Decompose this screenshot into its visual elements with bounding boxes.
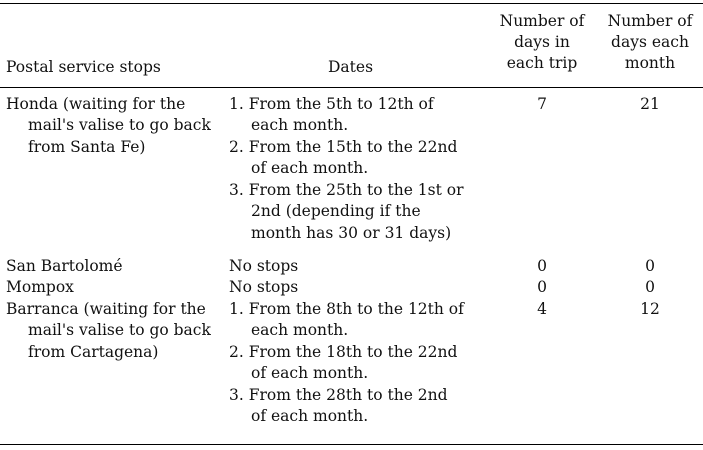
stop-mompox: Mompox: [6, 278, 74, 296]
date-line: 1. From the 5th to 12th of: [229, 95, 434, 113]
dates-honda-1: [229, 94, 434, 137]
stop-san-bartolome: San Bartolomé: [6, 257, 123, 275]
dates-barranca-1: [229, 299, 464, 342]
date-line: of each month.: [251, 159, 369, 178]
header-dates: Dates: [328, 58, 374, 76]
stop-honda-line: from Santa Fe): [28, 137, 146, 156]
date-line: 2. From the 18th to the 22nd: [229, 343, 458, 361]
date-line: 3. From the 28th to the 2nd: [229, 386, 448, 404]
date-line: month has 30 or 31 days): [251, 223, 452, 242]
stop-honda: [6, 94, 211, 158]
date-line: each month.: [251, 116, 349, 135]
dates-mompox: No stops: [229, 278, 299, 296]
bottom-rule: [0, 444, 703, 445]
date-line: 2nd (depending if the: [251, 202, 421, 221]
date-line: each month.: [251, 321, 349, 340]
days-month-san-bartolome: 0: [645, 257, 655, 275]
dates-honda-3: [229, 180, 464, 244]
days-trip-mompox: 0: [537, 278, 547, 296]
header-days-each-month-line3: month: [624, 54, 676, 72]
date-line: 1. From the 8th to the 12th of: [229, 300, 464, 318]
stop-barranca-line: mail's valise to go back: [28, 321, 211, 340]
header-days-in-each-trip-line2: days in: [514, 33, 570, 51]
days-trip-honda: 7: [537, 95, 547, 113]
header-days-each-month-line2: days each: [611, 33, 689, 51]
header-rule: [0, 87, 703, 88]
days-trip-barranca: 4: [537, 300, 547, 318]
dates-barranca-3: [229, 385, 448, 428]
top-rule: [0, 3, 703, 4]
header-days-in-each-trip-line3: each trip: [506, 54, 578, 72]
days-month-honda: 21: [640, 95, 660, 113]
date-line: of each month.: [251, 364, 369, 383]
dates-barranca-2: [229, 342, 457, 385]
days-month-barranca: 12: [640, 300, 660, 318]
stop-barranca: [6, 299, 211, 363]
days-month-mompox: 0: [645, 278, 655, 296]
days-trip-san-bartolome: 0: [537, 257, 547, 275]
dates-honda-2: [229, 137, 457, 180]
stop-barranca-line: from Cartagena): [28, 342, 159, 361]
stop-barranca-line: Barranca (waiting for the: [6, 300, 206, 318]
date-line: 2. From the 15th to the 22nd: [229, 138, 458, 156]
date-line: of each month.: [251, 407, 369, 426]
stop-honda-line: Honda (waiting for the: [6, 95, 186, 113]
date-line: 3. From the 25th to the 1st or: [229, 181, 464, 199]
header-days-in-each-trip-line1: Number of: [499, 12, 585, 30]
dates-san-bartolome: No stops: [229, 257, 299, 275]
header-days-each-month-line1: Number of: [607, 12, 693, 30]
header-postal-service-stops: Postal service stops: [6, 58, 161, 76]
stop-honda-line: mail's valise to go back: [28, 116, 211, 135]
